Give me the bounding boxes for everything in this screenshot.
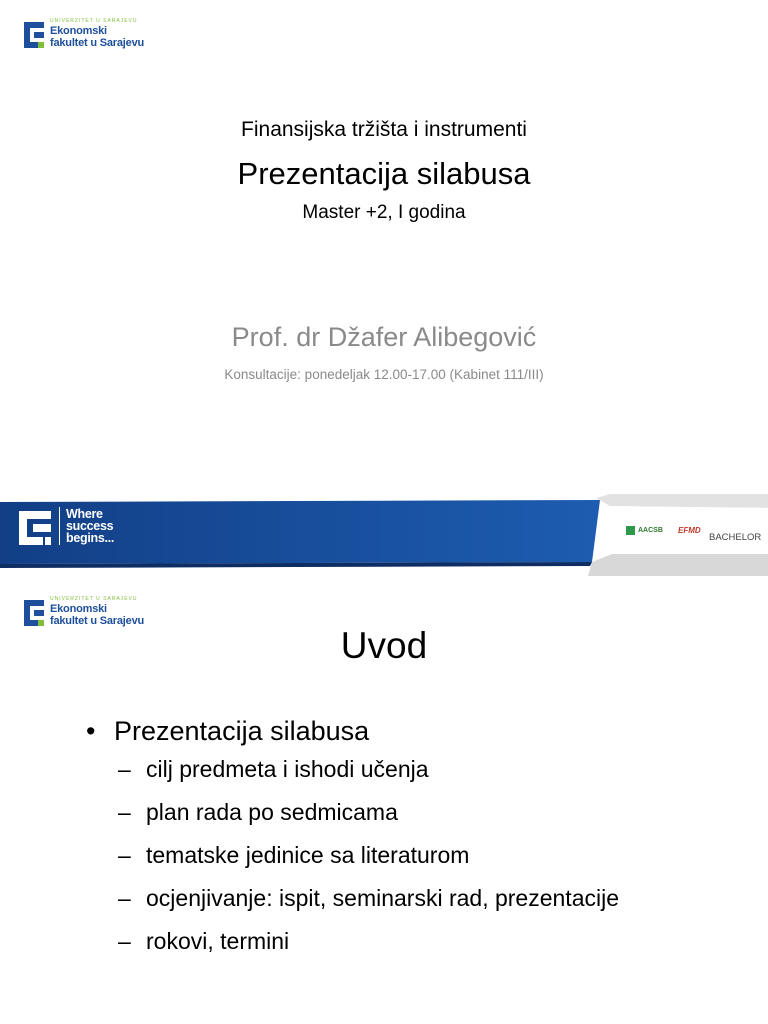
professor-name: Prof. dr Džafer Alibegović: [231, 322, 537, 352]
sub-bullet-item: [86, 842, 619, 885]
bullet-item: [86, 716, 619, 756]
sub-bullet-text: ocjenjivanje: ispit, seminarski rad, prezentacije: [146, 885, 619, 911]
faculty-e-logo-icon: [24, 600, 44, 626]
sub-bullet-item: [86, 928, 619, 971]
sub-bullet-text: plan rada po sedmicama: [146, 799, 398, 825]
sub-bullet-item: [86, 756, 619, 799]
bullet-text: Prezentacija silabusa: [114, 716, 370, 746]
sub-bullet-text: tematske jedinice sa literaturom: [146, 842, 470, 868]
banner-slogan: [66, 508, 114, 544]
aacsb-badge: [626, 520, 663, 540]
slide-heading: Uvod: [340, 625, 428, 666]
dash-marker: –: [118, 928, 131, 954]
slogan-line-2: success: [66, 519, 114, 533]
sub-bullet-text: cilj predmeta i ishodi učenja: [146, 756, 429, 782]
course-name: Finansijska tržišta i instrumenti: [241, 118, 527, 141]
slogan-line-1: Where: [66, 507, 103, 521]
dash-marker: –: [118, 756, 131, 782]
faculty-e-logo-icon: [24, 22, 44, 48]
logo-line-1: Ekonomski: [50, 25, 107, 37]
presentation-title: Prezentacija silabusa: [237, 156, 531, 191]
efmd-badge: [678, 520, 701, 540]
consultation-hours: Konsultacije: ponedeljak 12.00-17.00 (Kabinet 111/III): [224, 367, 544, 382]
sub-bullet-text: rokovi, termini: [146, 928, 290, 954]
slogan-line-3: begins...: [66, 531, 115, 545]
bullet-marker: •: [86, 716, 96, 746]
banner-e-logo-icon: [19, 511, 51, 545]
logo-tagline: UNIVERZITET U SARAJEVU: [50, 18, 138, 24]
banner-separator: [59, 507, 60, 545]
bachelor-label: BACHELOR: [709, 531, 762, 543]
sub-bullet-item: [86, 885, 619, 928]
sub-bullet-item: [86, 799, 619, 842]
faculty-logo: [24, 18, 144, 54]
logo-tagline: UNIVERZITET U SARAJEVU: [50, 596, 138, 602]
logo-line-1: Ekonomski: [50, 603, 107, 615]
logo-line-2: fakultet u Sarajevu: [50, 615, 145, 627]
efmd-label: EFMD: [678, 525, 701, 535]
dash-marker: –: [118, 799, 131, 825]
bachelor-badge: [709, 527, 761, 547]
aacsb-label: AACSB: [638, 526, 663, 534]
program-info: Master +2, I godina: [302, 202, 466, 223]
dash-marker: –: [118, 885, 131, 911]
logo-line-2: fakultet u Sarajevu: [50, 37, 145, 49]
aacsb-logo-icon: [626, 526, 635, 535]
dash-marker: –: [118, 842, 131, 868]
bullet-list: [86, 716, 619, 971]
